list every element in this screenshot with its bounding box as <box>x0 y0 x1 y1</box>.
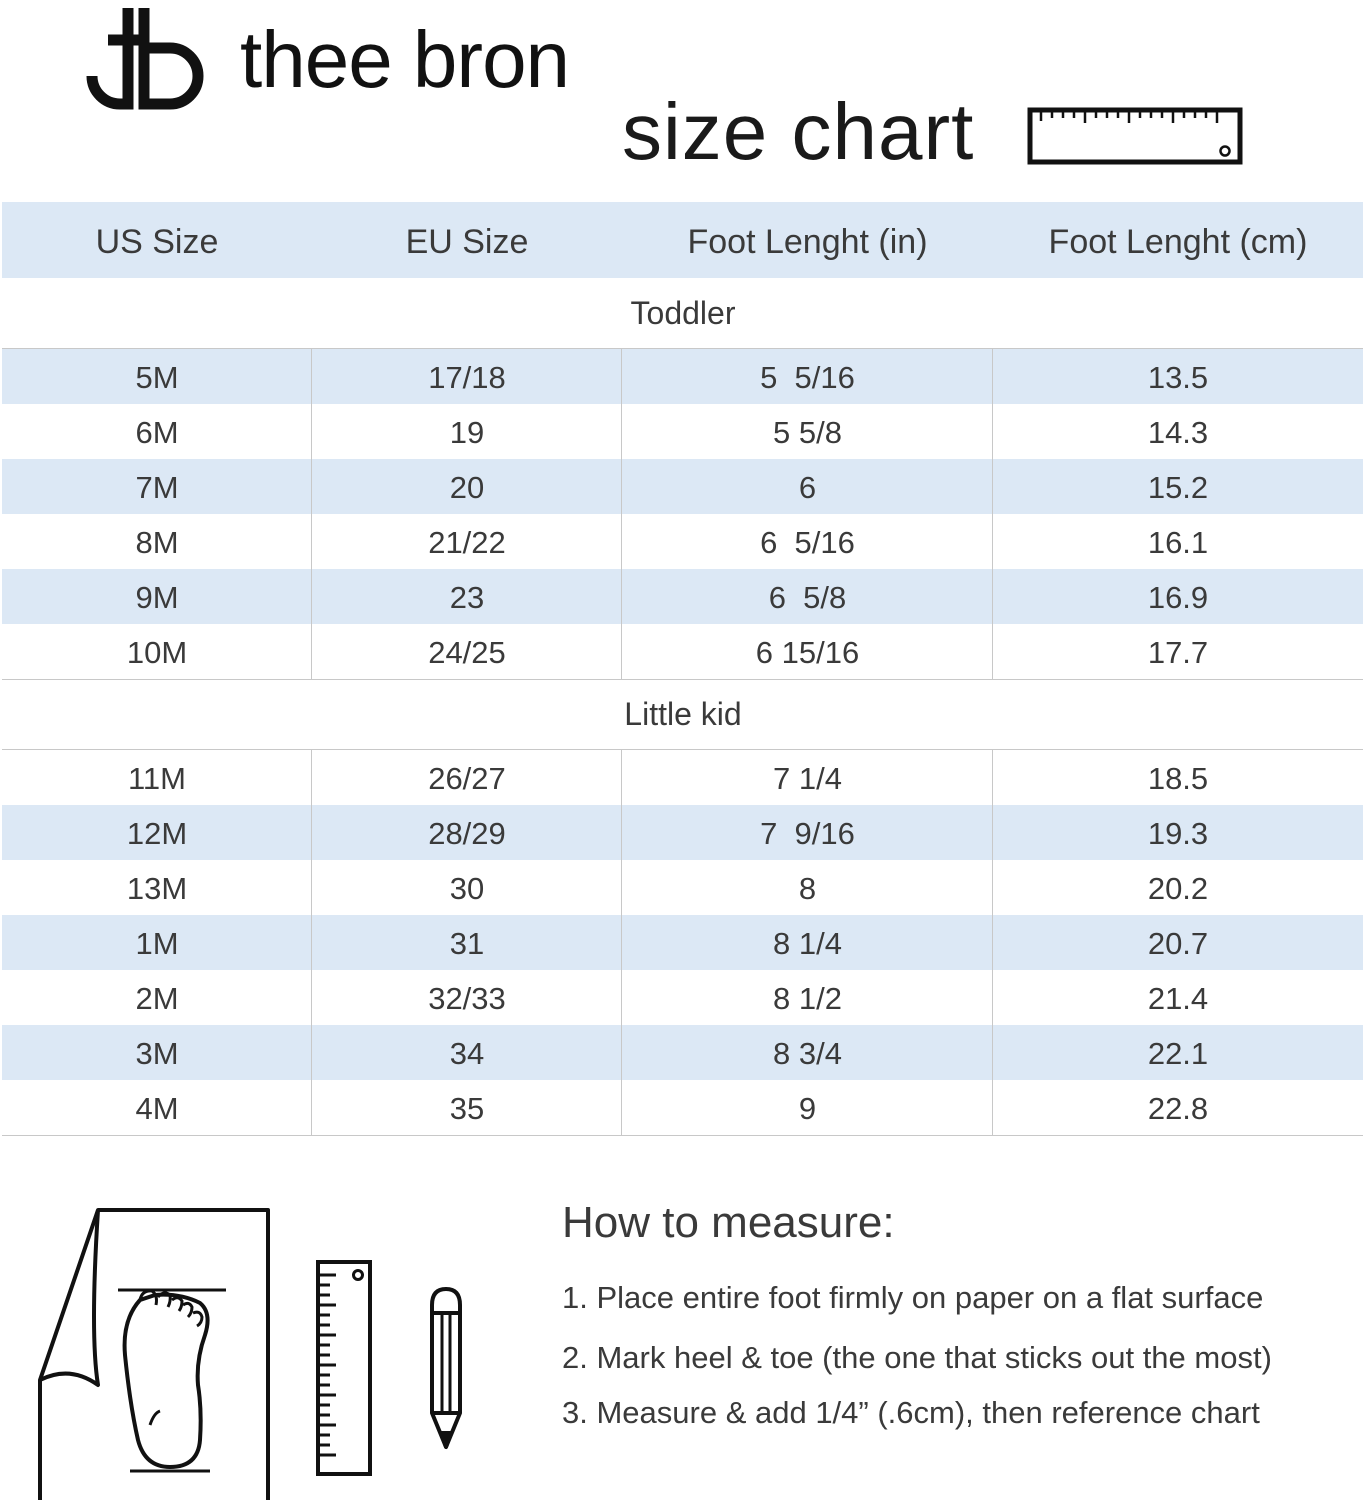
cell-eu: 26/27 <box>428 761 506 796</box>
cell-eu: 21/22 <box>428 525 506 560</box>
ruler-icon <box>1027 107 1243 165</box>
measure-step-3: 3. Measure & add 1/4” (.6cm), then reference chart <box>562 1395 1260 1430</box>
cell-in: 6 5/16 <box>760 525 855 560</box>
pencil-icon <box>432 1289 460 1447</box>
cell-eu: 32/33 <box>428 981 506 1016</box>
cell-cm: 18.5 <box>1147 761 1209 796</box>
cell-eu: 19 <box>449 415 485 450</box>
cell-cm: 14.3 <box>1147 415 1209 450</box>
ruler-vertical-icon <box>318 1262 370 1474</box>
measure-step-2: 2. Mark heel & toe (the one that sticks out the most) <box>562 1340 1272 1375</box>
paper-foot-icon <box>40 1210 268 1500</box>
cell-in: 6 5/8 <box>768 580 847 615</box>
header-eu-size: EU Size <box>405 223 529 261</box>
cell-eu: 17/18 <box>428 360 506 395</box>
cell-cm: 22.1 <box>1147 1036 1209 1071</box>
cell-us: 10M <box>126 635 188 670</box>
how-to-measure-title: How to measure: <box>562 1198 895 1247</box>
cell-us: 7M <box>135 470 179 505</box>
cell-in: 8 1/4 <box>773 926 842 961</box>
table-row <box>2 624 1363 679</box>
cell-eu: 20 <box>449 470 485 505</box>
table-row <box>2 1025 1363 1080</box>
table-row <box>2 805 1363 860</box>
cell-in: 6 <box>798 470 817 505</box>
cell-us: 5M <box>135 360 179 395</box>
table-row <box>2 569 1363 624</box>
cell-in: 8 <box>798 871 817 906</box>
cell-eu: 23 <box>449 580 485 615</box>
cell-in: 9 <box>798 1091 817 1126</box>
page-title: size chart <box>622 87 975 176</box>
section-label-toddler: Toddler <box>630 295 736 331</box>
cell-us: 3M <box>135 1036 179 1071</box>
table-row <box>2 860 1363 915</box>
table-row <box>2 970 1363 1025</box>
table-row <box>2 349 1363 404</box>
cell-cm: 20.2 <box>1147 871 1209 906</box>
table-row <box>2 915 1363 970</box>
cell-eu: 34 <box>449 1036 485 1071</box>
cell-us: 4M <box>135 1091 179 1126</box>
table-row <box>2 750 1363 805</box>
table-row <box>2 514 1363 569</box>
cell-in: 6 15/16 <box>755 635 860 670</box>
cell-eu: 30 <box>449 871 485 906</box>
section-label-little-kid: Little kid <box>624 696 742 732</box>
cell-cm: 16.1 <box>1147 525 1209 560</box>
cell-us: 1M <box>135 926 179 961</box>
brand-name: thee bron <box>240 15 570 104</box>
cell-eu: 24/25 <box>428 635 506 670</box>
header-foot-length-cm: Foot Lenght (cm) <box>1048 223 1308 261</box>
cell-in: 8 1/2 <box>773 981 842 1016</box>
cell-us: 12M <box>126 816 188 851</box>
cell-in: 5 5/16 <box>760 360 855 395</box>
header-us-size: US Size <box>95 223 219 261</box>
table-row <box>2 404 1363 459</box>
cell-us: 8M <box>135 525 179 560</box>
header-foot-length-in: Foot Lenght (in) <box>687 223 928 261</box>
cell-eu: 28/29 <box>428 816 506 851</box>
measure-step-1: 1. Place entire foot firmly on paper on a flat surface <box>562 1280 1264 1315</box>
cell-cm: 13.5 <box>1147 360 1209 395</box>
measure-illustration <box>30 1205 490 1500</box>
table-header <box>2 202 1363 278</box>
cell-cm: 15.2 <box>1147 470 1209 505</box>
cell-eu: 35 <box>449 1091 485 1126</box>
table-row <box>2 1080 1363 1135</box>
cell-in: 8 3/4 <box>773 1036 842 1071</box>
cell-us: 11M <box>127 761 186 796</box>
cell-in: 5 5/8 <box>773 415 842 450</box>
cell-us: 9M <box>135 580 179 615</box>
cell-eu: 31 <box>449 926 485 961</box>
cell-in: 7 1/4 <box>773 761 842 796</box>
table-row <box>2 459 1363 514</box>
cell-us: 13M <box>126 871 188 906</box>
cell-us: 2M <box>135 981 179 1016</box>
cell-us: 6M <box>135 415 179 450</box>
cell-cm: 17.7 <box>1147 635 1209 670</box>
cell-cm: 22.8 <box>1147 1091 1209 1126</box>
brand-logo-icon <box>86 4 204 110</box>
cell-cm: 20.7 <box>1147 926 1209 961</box>
cell-in: 7 9/16 <box>760 816 855 851</box>
cell-cm: 16.9 <box>1147 580 1209 615</box>
cell-cm: 21.4 <box>1147 981 1209 1016</box>
cell-cm: 19.3 <box>1147 816 1209 851</box>
